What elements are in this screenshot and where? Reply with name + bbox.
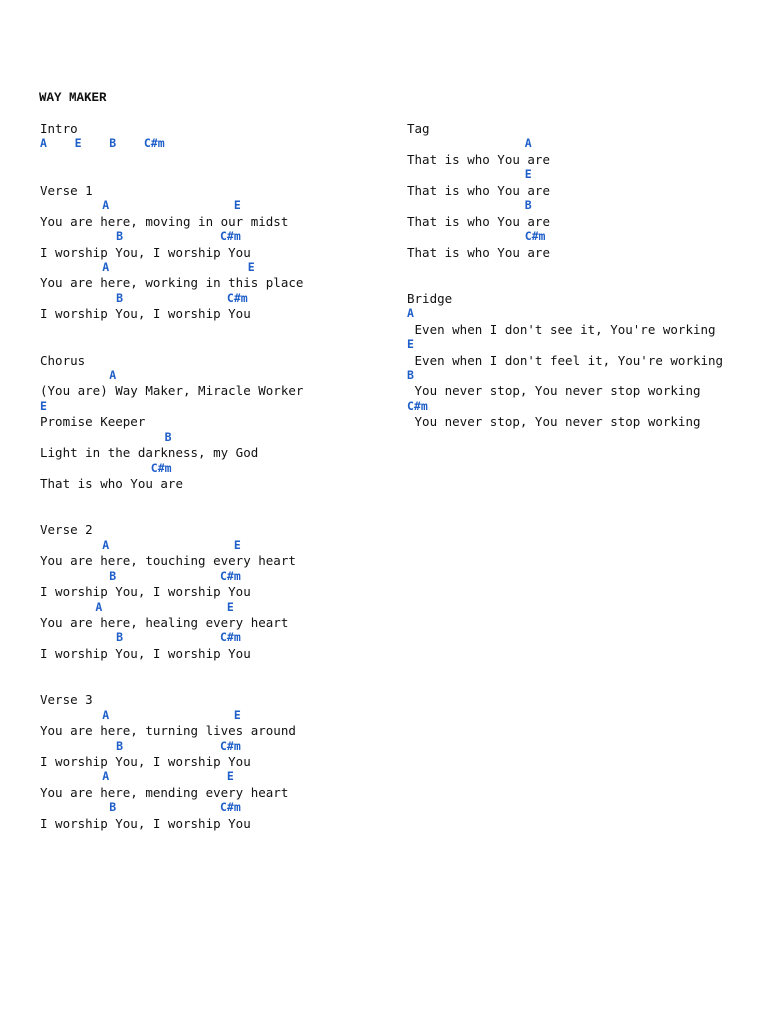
section-heading: Chorus [40, 352, 86, 368]
left-column [40, 121, 303, 831]
section-heading: Bridge [407, 290, 453, 306]
blank-line [40, 322, 303, 337]
lyric-line: I worship You, I worship You [40, 306, 251, 322]
lyric-line: Even when I don't feel it, You're working [407, 352, 724, 368]
blank-line [40, 677, 303, 692]
blank-line [40, 337, 303, 352]
chord-line: B [40, 429, 172, 444]
chord-line: E [40, 398, 47, 413]
right-column [407, 121, 723, 430]
blank-line [40, 492, 303, 507]
lyric-line: (You are) Way Maker, Miracle Worker [40, 383, 304, 399]
lyric-line: You never stop, You never stop working [407, 383, 701, 399]
lyric-line: That is who You are [407, 151, 550, 167]
section-heading: Verse 1 [40, 182, 93, 198]
section-heading: Verse 2 [40, 522, 93, 538]
chord-line: A E B C#m [40, 136, 165, 151]
lyric-line: That is who You are [407, 213, 550, 229]
lyric-line: I worship You, I worship You [40, 815, 251, 831]
lyric-line: That is who You are [407, 244, 550, 260]
song-title: WAY MAKER [39, 91, 107, 105]
chord-line: A E [40, 259, 255, 274]
lyric-line: Light in the darkness, my God [40, 445, 259, 461]
chord-line: B C#m [40, 290, 248, 305]
section-heading: Verse 3 [40, 692, 93, 708]
chord-line: B C#m [40, 630, 241, 645]
lyric-line: You are here, turning lives around [40, 723, 296, 739]
section-heading: Tag [407, 121, 430, 136]
blank-line [407, 275, 723, 290]
lyric-line: You are here, working in this place [40, 275, 304, 291]
chord-line: A E [40, 198, 241, 213]
lyric-line: You are here, healing every heart [40, 615, 289, 630]
chord-line: B C#m [40, 229, 241, 244]
blank-line [40, 661, 303, 676]
chord-line: B [407, 368, 414, 382]
chord-line: A [407, 306, 414, 321]
chord-line: B C#m [40, 568, 241, 583]
blank-line [40, 152, 303, 167]
blank-line [40, 167, 303, 182]
chord-line: A E [40, 707, 241, 722]
lyric-line: That is who You are [407, 182, 550, 198]
chord-line: B [407, 198, 532, 213]
lyric-line: I worship You, I worship You [40, 244, 251, 260]
chord-line: A [407, 136, 532, 151]
lyric-line: You are here, moving in our midst [40, 213, 289, 229]
chord-line: C#m [407, 229, 546, 244]
chord-line: E [407, 167, 532, 182]
blank-line [407, 260, 723, 275]
blank-line [40, 507, 303, 522]
chord-line: A [40, 368, 117, 382]
chord-line: A E [40, 769, 234, 784]
lyric-line: You never stop, You never stop working [407, 414, 701, 430]
lyric-line: I worship You, I worship You [40, 645, 251, 661]
lyric-line: That is who You are [40, 476, 183, 492]
chord-line: C#m [407, 398, 428, 413]
chord-line: A E [40, 599, 234, 614]
chord-line: B C#m [40, 738, 241, 753]
chord-line: E [407, 337, 414, 352]
lyric-line: Even when I don't see it, You're working [407, 321, 716, 337]
lyric-line: I worship You, I worship You [40, 584, 251, 600]
chord-line: B C#m [40, 800, 241, 815]
lyric-line: Promise Keeper [40, 414, 146, 430]
chord-line: C#m [40, 460, 172, 475]
lyric-line: I worship You, I worship You [40, 753, 251, 769]
lyric-line: You are here, mending every heart [40, 784, 289, 800]
lyric-line: You are here, touching every heart [40, 553, 296, 569]
chord-line: A E [40, 537, 241, 552]
section-heading: Intro [40, 121, 78, 136]
